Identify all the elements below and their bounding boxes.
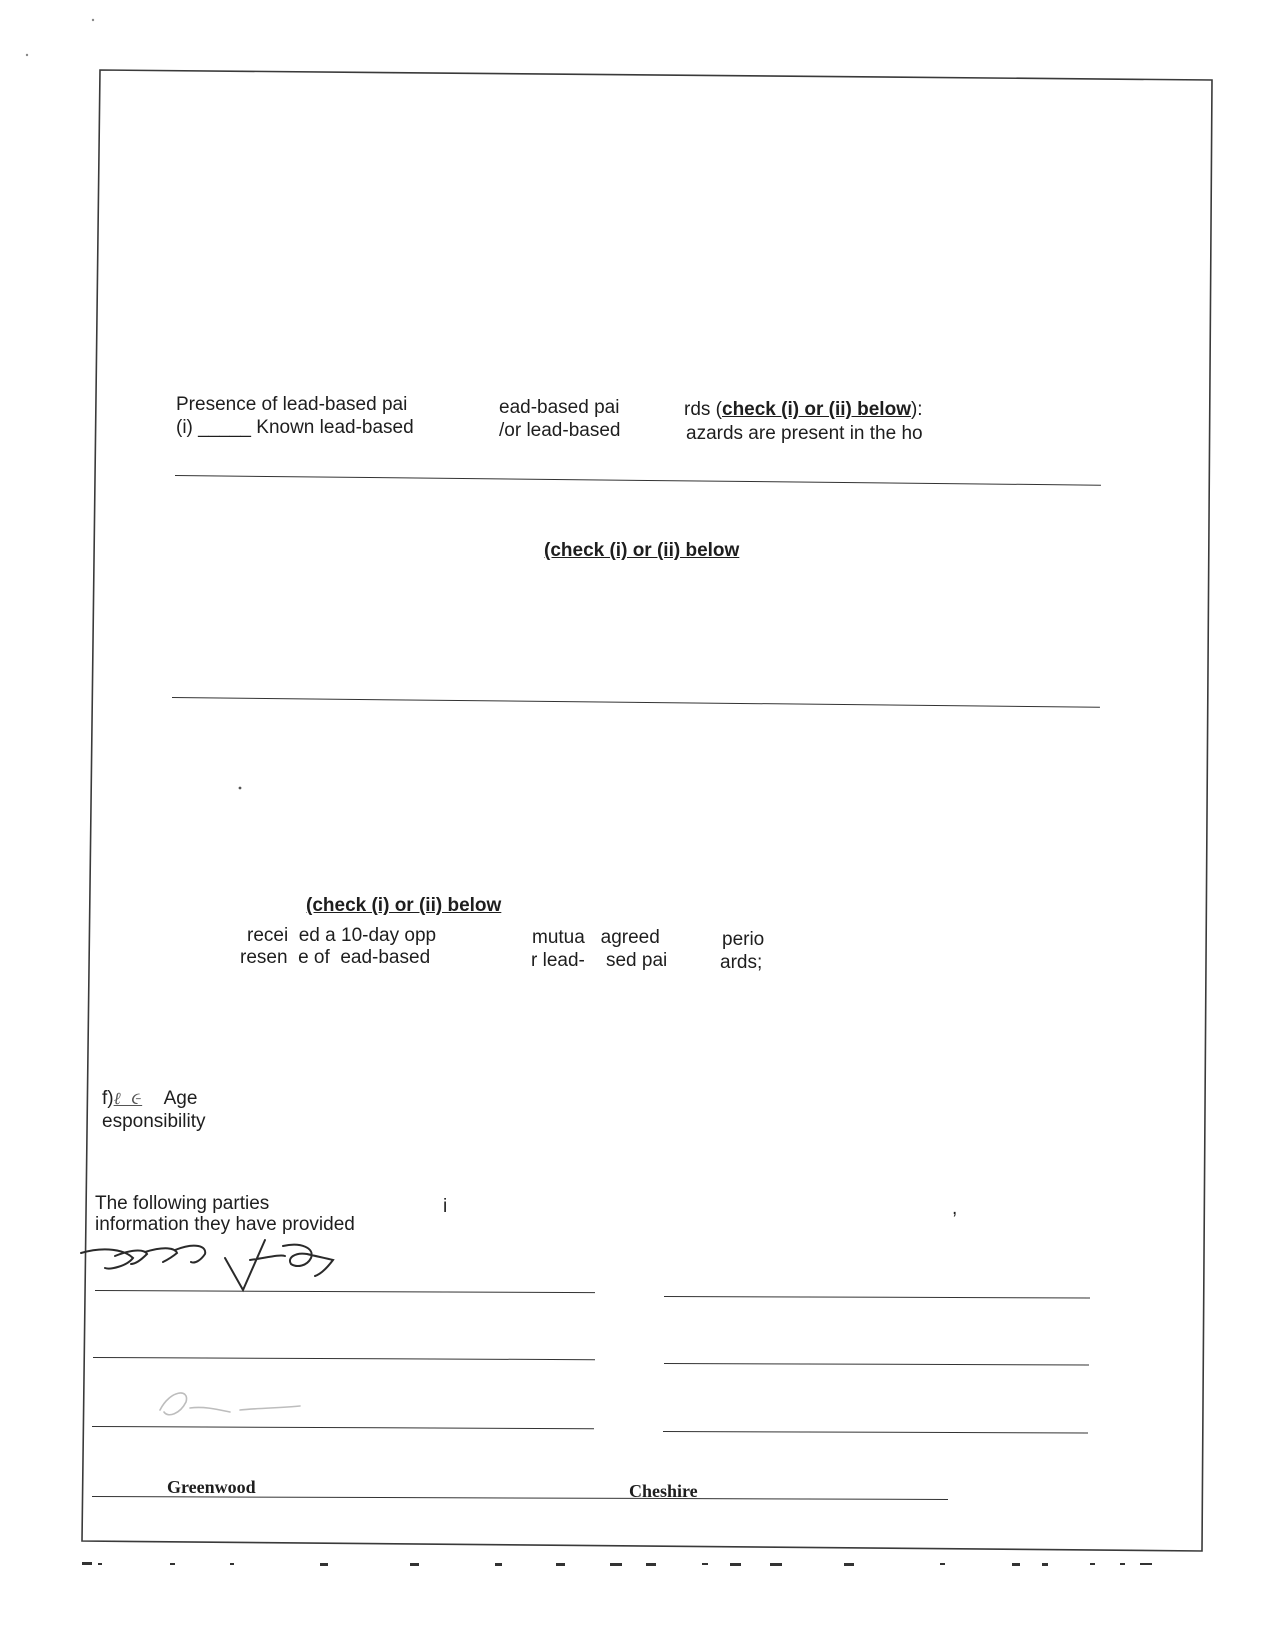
selling-firm-name: Cheshire xyxy=(629,1481,698,1501)
seller-disclosure-line1-col2: ead-based pai xyxy=(499,397,620,418)
option-i-line xyxy=(176,417,414,439)
option-i-text: Known lead-based xyxy=(251,417,414,438)
check-instruction: check (i) or (ii) below xyxy=(722,399,911,420)
certification-comma: , xyxy=(952,1198,958,1219)
certification-fragment: i xyxy=(443,1196,448,1217)
agent-acknowledgment-line2: esponsibility xyxy=(102,1111,206,1132)
seller-signature xyxy=(75,1228,365,1298)
inspection-line1-col2: mutua agreed xyxy=(532,927,660,948)
col3-prefix: rds ( xyxy=(684,399,722,420)
cutoff-footer-fragments xyxy=(80,1560,1160,1576)
signature-line-left-3 xyxy=(92,1426,594,1429)
seller-disclosure-line1-col1: Presence of lead-based pai xyxy=(176,394,408,415)
signature-line-right-2 xyxy=(664,1363,1089,1365)
inspection-line2-col3: ards; xyxy=(720,952,763,973)
inspection-line1-col3: perio xyxy=(722,929,765,950)
inspection-line2-col1: resen e of ead-based xyxy=(240,947,431,968)
option-i-label: (i) xyxy=(176,417,199,438)
option-i-col3: azards are present in the ho xyxy=(686,423,923,444)
faint-signature xyxy=(150,1380,310,1425)
agent-acknowledgment-line1 xyxy=(102,1088,197,1110)
explanation-rule-2 xyxy=(172,697,1100,708)
signature-line-right-3 xyxy=(663,1431,1088,1433)
signature-line-left-2 xyxy=(93,1357,595,1360)
inspection-line1-col1: recei ed a 10-day opp xyxy=(247,925,437,946)
agent-text: Age xyxy=(163,1088,198,1109)
option-i-blank: _____ xyxy=(198,417,251,438)
section-f-label: f) xyxy=(102,1088,114,1109)
seller-disclosure-line1-col3 xyxy=(684,399,923,421)
option-i-col2: /or lead-based xyxy=(499,420,621,441)
explanation-rule-1 xyxy=(175,475,1101,486)
agent-initials: ℓ ૯ xyxy=(113,1089,143,1109)
signature-line-right-1 xyxy=(664,1296,1090,1298)
certification-line1: The following parties xyxy=(95,1193,270,1214)
inspection-line2-col2: r lead- sed pai xyxy=(531,950,668,971)
records-check-heading: (check (i) or (ii) below xyxy=(544,540,740,561)
col3-suffix: ): xyxy=(910,399,923,420)
listing-firm-name: Greenwood xyxy=(167,1477,256,1497)
certification-line2: information they have provided xyxy=(95,1214,355,1235)
purchaser-check-heading: (check (i) or (ii) below xyxy=(306,895,502,916)
